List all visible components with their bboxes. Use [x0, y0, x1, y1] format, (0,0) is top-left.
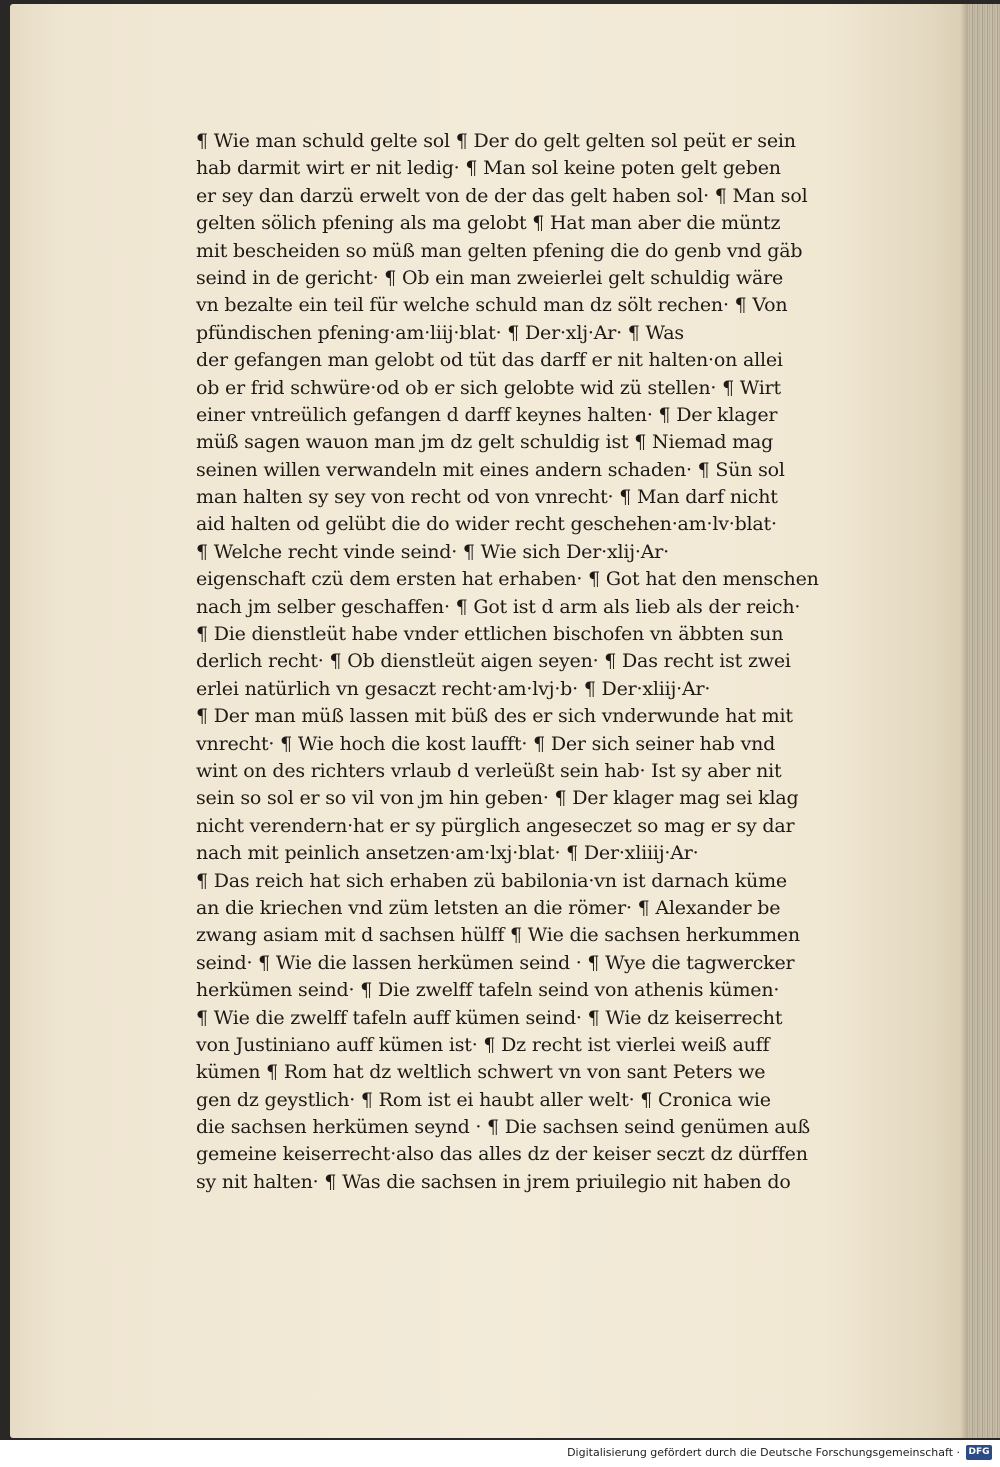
text-line: er sey dan darzü erwelt von de der das gelt haben sol· ¶ Man sol	[196, 184, 808, 207]
text-line: seinen willen verwandeln mit eines andern schaden· ¶ Sün sol	[196, 458, 785, 481]
text-line: ob er frid schwüre·od ob er sich gelobte wid zü stellen· ¶ Wirt	[196, 376, 781, 399]
text-line: erlei natürlich vn gesaczt recht·am·lvj·b· ¶ Der·xliij·Ar·	[196, 677, 711, 700]
text-line: sy nit halten· ¶ Was die sachsen in jrem priuilegio nit haben do	[196, 1170, 791, 1193]
text-line: von Justiniano auff kümen ist· ¶ Dz recht ist vierlei weiß auff	[196, 1033, 770, 1056]
text-line: vn bezalte ein teil für welche schuld man dz sölt rechen· ¶ Von	[196, 294, 788, 317]
text-line: vnrecht· ¶ Wie hoch die kost laufft· ¶ Der sich seiner hab vnd	[196, 732, 776, 755]
funding-credit: Digitalisierung gefördert durch die Deutsche Forschungsgemeinschaft ·	[567, 1446, 960, 1459]
text-line: wint on des richters vrlaub d verleüßt sein hab· Ist sy aber nit	[196, 759, 782, 782]
text-line: hab darmit wirt er nit ledig· ¶ Man sol keine poten gelt geben	[196, 157, 781, 180]
text-line: die sachsen herkümen seynd · ¶ Die sachsen seind genümen auß	[196, 1116, 810, 1139]
text-line: der gefangen man gelobt od tüt das darff er nit halten·on allei	[196, 349, 783, 372]
text-line: einer vntreülich gefangen d darff keynes halten· ¶ Der klager	[196, 403, 778, 426]
text-line: ¶ Das reich hat sich erhaben zü babilonia·vn ist darnach küme	[196, 869, 787, 892]
page-stack-edge	[968, 4, 1000, 1438]
text-line: an die kriechen vnd züm letsten an die römer· ¶ Alexander be	[196, 896, 781, 919]
text-line: man halten sy sey von recht od von vnrecht· ¶ Man darf nicht	[196, 486, 778, 509]
text-line: gen dz geystlich· ¶ Rom ist ei haubt aller welt· ¶ Cronica wie	[196, 1088, 771, 1111]
text-line: müß sagen wauon man jm dz gelt schuldig ist ¶ Niemad mag	[196, 431, 774, 454]
blackletter-text-block	[196, 128, 886, 1196]
text-line: seind in de gericht· ¶ Ob ein man zweierlei gelt schuldig wäre	[196, 266, 784, 289]
text-line: zwang asiam mit d sachsen hülff ¶ Wie die sachsen herkummen	[196, 924, 800, 947]
text-line: herkümen seind· ¶ Die zwelff tafeln seind von athenis kümen·	[196, 979, 780, 1002]
text-line: seind· ¶ Wie die lassen herkümen seind · ¶ Wye die tagwercker	[196, 951, 795, 974]
text-line: gelten sölich pfening als ma gelobt ¶ Hat man aber die müntz	[196, 212, 781, 235]
text-line: ¶ Die dienstleüt habe vnder ettlichen bischofen vn äbbten sun	[196, 623, 784, 646]
text-line: derlich recht· ¶ Ob dienstleüt aigen seyen· ¶ Das recht ist zwei	[196, 650, 791, 673]
text-line: nicht verendern·hat er sy pürglich angeseczet so mag er sy dar	[196, 814, 795, 837]
footer-bar	[0, 1440, 1000, 1467]
text-line: mit bescheiden so müß man gelten pfening die do genb vnd gäb	[196, 239, 803, 262]
text-line: eigenschaft czü dem ersten hat erhaben· ¶ Got hat den menschen	[196, 568, 819, 591]
text-line: kümen ¶ Rom hat dz weltlich schwert vn von sant Peters we	[196, 1061, 766, 1084]
text-line: nach mit peinlich ansetzen·am·lxj·blat· ¶ Der·xliiij·Ar·	[196, 842, 699, 865]
text-line: gemeine keiserrecht·also das alles dz der keiser seczt dz dürffen	[196, 1143, 808, 1166]
text-line: aid halten od gelübt die do wider recht geschehen·am·lv·blat·	[196, 513, 777, 536]
dfg-logo: DFG	[966, 1445, 992, 1460]
text-line: ¶ Wie man schuld gelte sol ¶ Der do gelt gelten sol peüt er sein	[196, 130, 796, 152]
text-line: ¶ Der man müß lassen mit büß des er sich vnderwunde hat mit	[196, 705, 793, 728]
text-line: ¶ Wie die zwelff tafeln auff kümen seind· ¶ Wie dz keiserrecht	[196, 1006, 783, 1029]
text-line: nach jm selber geschaffen· ¶ Got ist d arm als lieb als der reich·	[196, 595, 801, 618]
text-line: pfündischen pfening·am·liij·blat· ¶ Der·xlj·Ar· ¶ Was	[196, 321, 684, 344]
text-line: ¶ Welche recht vinde seind· ¶ Wie sich Der·xlij·Ar·	[196, 540, 669, 563]
text-line: sein so sol er so vil von jm hin geben· ¶ Der klager mag sei klag	[196, 787, 799, 810]
